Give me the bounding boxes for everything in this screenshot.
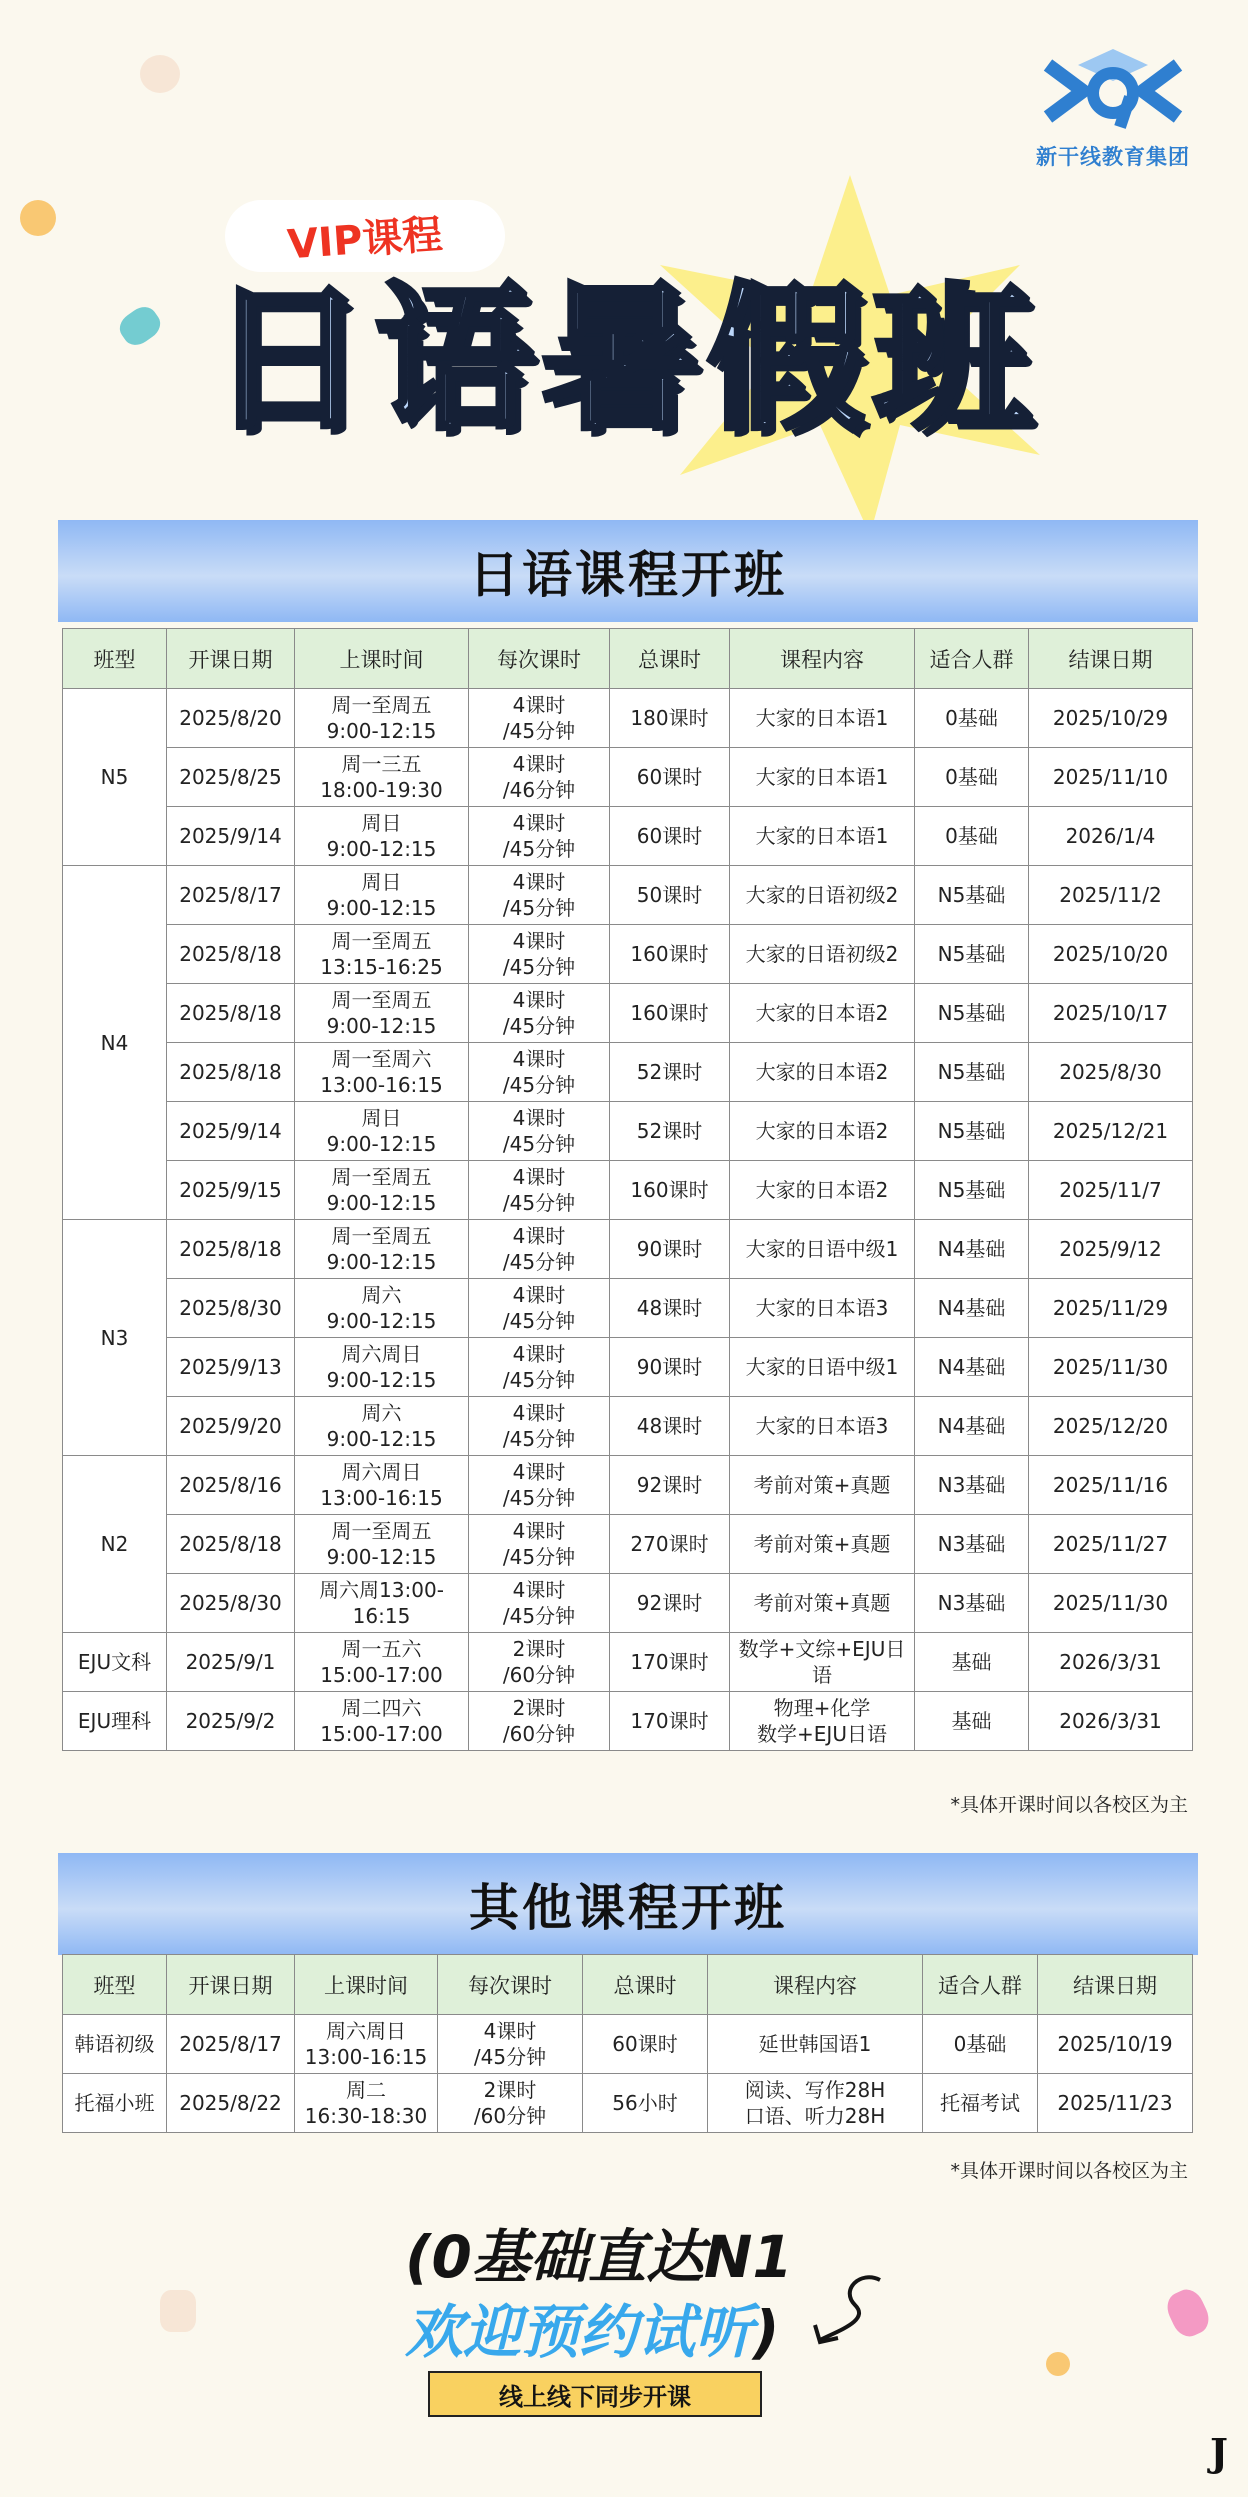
cta-subheadline — [405, 2285, 780, 2369]
class-time-cell: 周一至周五 9:00-12:15 — [295, 1161, 469, 1220]
column-header: 总课时 — [610, 629, 730, 689]
start-date-cell: 2025/8/20 — [167, 689, 295, 748]
course-content-cell: 大家的日本语1 — [730, 689, 915, 748]
table-row — [63, 1102, 1193, 1161]
end-date-cell: 2025/12/21 — [1029, 1102, 1193, 1161]
total-hours-cell: 92课时 — [610, 1574, 730, 1633]
target-audience-cell: 托福考试 — [923, 2074, 1038, 2133]
end-date-cell: 2026/3/31 — [1029, 1692, 1193, 1751]
curly-arrow-icon — [800, 2270, 890, 2350]
total-hours-cell: 170课时 — [610, 1692, 730, 1751]
target-audience-cell: 0基础 — [915, 689, 1029, 748]
course-content-cell: 数学+文综+EJU日语 — [730, 1633, 915, 1692]
table-row — [63, 807, 1193, 866]
class-time-cell: 周日 9:00-12:15 — [295, 866, 469, 925]
column-header: 结课日期 — [1038, 1955, 1193, 2015]
end-date-cell: 2025/12/20 — [1029, 1397, 1193, 1456]
course-content-cell: 大家的日本语2 — [730, 1102, 915, 1161]
course-content-cell: 大家的日本语2 — [730, 1043, 915, 1102]
brand-logo-text: 新干线教育集团 — [1036, 145, 1190, 169]
target-audience-cell: N3基础 — [915, 1574, 1029, 1633]
course-content-cell: 大家的日本语3 — [730, 1397, 915, 1456]
target-audience-cell: 0基础 — [915, 748, 1029, 807]
total-hours-cell: 90课时 — [610, 1220, 730, 1279]
cta-trial-text: 欢迎预约试听 — [405, 2298, 754, 2366]
class-time-cell: 周六周日 9:00-12:15 — [295, 1338, 469, 1397]
target-audience-cell: 基础 — [915, 1692, 1029, 1751]
vip-label: VIP课程 — [286, 211, 445, 268]
column-header: 上课时间 — [295, 629, 469, 689]
table-row — [63, 866, 1193, 925]
class-type-cell: N5 — [63, 689, 167, 866]
per-session-cell: 4课时 /45分钟 — [469, 1456, 610, 1515]
class-time-cell: 周日 9:00-12:15 — [295, 1102, 469, 1161]
end-date-cell: 2025/11/29 — [1029, 1279, 1193, 1338]
total-hours-cell: 270课时 — [610, 1515, 730, 1574]
section-title-other: 其他课程开班 — [58, 1853, 1198, 1955]
start-date-cell: 2025/9/13 — [167, 1338, 295, 1397]
table-row — [63, 748, 1193, 807]
per-session-cell: 4课时 /45分钟 — [469, 1279, 610, 1338]
course-content-cell: 考前对策+真题 — [730, 1574, 915, 1633]
end-date-cell: 2025/8/30 — [1029, 1043, 1193, 1102]
end-date-cell: 2025/11/10 — [1029, 748, 1193, 807]
total-hours-cell: 48课时 — [610, 1397, 730, 1456]
total-hours-cell: 52课时 — [610, 1102, 730, 1161]
course-content-cell: 阅读、写作28H 口语、听力28H — [708, 2074, 923, 2133]
table-row — [63, 1043, 1193, 1102]
target-audience-cell: N5基础 — [915, 1161, 1029, 1220]
column-header: 课程内容 — [730, 629, 915, 689]
table-header-row — [63, 1955, 1193, 2015]
class-type-cell: EJU理科 — [63, 1692, 167, 1751]
target-audience-cell: N5基础 — [915, 925, 1029, 984]
table-row — [63, 1220, 1193, 1279]
end-date-cell: 2025/10/17 — [1029, 984, 1193, 1043]
target-audience-cell: N5基础 — [915, 866, 1029, 925]
start-date-cell: 2025/9/20 — [167, 1397, 295, 1456]
total-hours-cell: 60课时 — [583, 2015, 708, 2074]
brand-logo-icon — [1038, 45, 1188, 137]
column-header: 总课时 — [583, 1955, 708, 2015]
total-hours-cell: 90课时 — [610, 1338, 730, 1397]
column-header: 适合人群 — [923, 1955, 1038, 2015]
page-title: 日语暑假班 — [209, 268, 1039, 452]
course-content-cell: 考前对策+真题 — [730, 1515, 915, 1574]
per-session-cell: 4课时 /45分钟 — [438, 2015, 583, 2074]
end-date-cell: 2025/11/30 — [1029, 1574, 1193, 1633]
target-audience-cell: N5基础 — [915, 984, 1029, 1043]
per-session-cell: 4课时 /45分钟 — [469, 984, 610, 1043]
column-header: 课程内容 — [708, 1955, 923, 2015]
start-date-cell: 2025/9/15 — [167, 1161, 295, 1220]
column-header: 班型 — [63, 629, 167, 689]
total-hours-cell: 160课时 — [610, 984, 730, 1043]
table-row — [63, 1574, 1193, 1633]
start-date-cell: 2025/9/2 — [167, 1692, 295, 1751]
class-time-cell: 周六周日 13:00-16:15 — [295, 1456, 469, 1515]
total-hours-cell: 160课时 — [610, 925, 730, 984]
japanese-course-table — [62, 628, 1193, 1751]
start-date-cell: 2025/8/25 — [167, 748, 295, 807]
table-row — [63, 1633, 1193, 1692]
course-content-cell: 大家的日本语1 — [730, 748, 915, 807]
class-type-cell: N3 — [63, 1220, 167, 1456]
start-date-cell: 2025/8/18 — [167, 1515, 295, 1574]
per-session-cell: 4课时 /45分钟 — [469, 1338, 610, 1397]
table-row — [63, 689, 1193, 748]
end-date-cell: 2025/11/7 — [1029, 1161, 1193, 1220]
class-time-cell: 周六 9:00-12:15 — [295, 1397, 469, 1456]
start-date-cell: 2025/8/18 — [167, 984, 295, 1043]
class-time-cell: 周六 9:00-12:15 — [295, 1279, 469, 1338]
per-session-cell: 4课时 /45分钟 — [469, 925, 610, 984]
table-row — [63, 1515, 1193, 1574]
class-time-cell: 周一三五 18:00-19:30 — [295, 748, 469, 807]
total-hours-cell: 60课时 — [610, 748, 730, 807]
confetti-dot — [1162, 2285, 1214, 2342]
start-date-cell: 2025/8/17 — [167, 2015, 295, 2074]
column-header: 开课日期 — [167, 1955, 295, 2015]
start-date-cell: 2025/8/18 — [167, 925, 295, 984]
confetti-dot — [160, 2290, 196, 2332]
per-session-cell: 2课时 /60分钟 — [469, 1633, 610, 1692]
per-session-cell: 2课时 /60分钟 — [469, 1692, 610, 1751]
per-session-cell: 4课时 /45分钟 — [469, 1397, 610, 1456]
per-session-cell: 4课时 /45分钟 — [469, 1043, 610, 1102]
section-title-japanese: 日语课程开班 — [58, 520, 1198, 622]
total-hours-cell: 170课时 — [610, 1633, 730, 1692]
target-audience-cell: N4基础 — [915, 1338, 1029, 1397]
end-date-cell: 2025/11/27 — [1029, 1515, 1193, 1574]
table-row — [63, 1456, 1193, 1515]
course-content-cell: 延世韩国语1 — [708, 2015, 923, 2074]
course-content-cell: 大家的日语中级1 — [730, 1220, 915, 1279]
start-date-cell: 2025/8/30 — [167, 1279, 295, 1338]
class-time-cell: 周一至周六 13:00-16:15 — [295, 1043, 469, 1102]
column-header: 上课时间 — [295, 1955, 438, 2015]
column-header: 每次课时 — [469, 629, 610, 689]
start-date-cell: 2025/9/14 — [167, 807, 295, 866]
class-type-cell: N2 — [63, 1456, 167, 1633]
end-date-cell: 2025/10/19 — [1038, 2015, 1193, 2074]
total-hours-cell: 50课时 — [610, 866, 730, 925]
end-date-cell: 2025/11/2 — [1029, 866, 1193, 925]
table-row — [63, 2015, 1193, 2074]
per-session-cell: 2课时 /60分钟 — [438, 2074, 583, 2133]
total-hours-cell: 52课时 — [610, 1043, 730, 1102]
per-session-cell: 4课时 /45分钟 — [469, 1161, 610, 1220]
schedule-note: *具体开课时间以各校区为主 — [950, 1794, 1188, 1816]
table-row — [63, 1279, 1193, 1338]
total-hours-cell: 180课时 — [610, 689, 730, 748]
class-time-cell: 周一至周五 9:00-12:15 — [295, 1515, 469, 1574]
online-offline-badge: 线上线下同步开课 — [428, 2371, 762, 2417]
table-row — [63, 1397, 1193, 1456]
end-date-cell: 2025/9/12 — [1029, 1220, 1193, 1279]
course-content-cell: 大家的日本语2 — [730, 984, 915, 1043]
course-content-cell: 大家的日本语1 — [730, 807, 915, 866]
start-date-cell: 2025/8/18 — [167, 1220, 295, 1279]
per-session-cell: 4课时 /45分钟 — [469, 807, 610, 866]
total-hours-cell: 48课时 — [610, 1279, 730, 1338]
course-content-cell: 大家的日语初级2 — [730, 925, 915, 984]
table-row — [63, 925, 1193, 984]
end-date-cell: 2026/1/4 — [1029, 807, 1193, 866]
target-audience-cell: N4基础 — [915, 1397, 1029, 1456]
per-session-cell: 4课时 /46分钟 — [469, 748, 610, 807]
target-audience-cell: 0基础 — [923, 2015, 1038, 2074]
class-time-cell: 周一至周五 13:15-16:25 — [295, 925, 469, 984]
per-session-cell: 4课时 /45分钟 — [469, 1102, 610, 1161]
end-date-cell: 2026/3/31 — [1029, 1633, 1193, 1692]
confetti-dot — [20, 200, 56, 236]
course-content-cell: 大家的日语初级2 — [730, 866, 915, 925]
target-audience-cell: N4基础 — [915, 1220, 1029, 1279]
table-row — [63, 1692, 1193, 1751]
corner-brand-mark-icon: J — [1210, 2430, 1228, 2475]
course-content-cell: 物理+化学 数学+EJU日语 — [730, 1692, 915, 1751]
target-audience-cell: N5基础 — [915, 1102, 1029, 1161]
start-date-cell: 2025/8/22 — [167, 2074, 295, 2133]
class-type-cell: EJU文科 — [63, 1633, 167, 1692]
class-time-cell: 周六周13:00- 16:15 — [295, 1574, 469, 1633]
schedule-note: *具体开课时间以各校区为主 — [950, 2160, 1188, 2182]
course-content-cell: 大家的日语中级1 — [730, 1338, 915, 1397]
end-date-cell: 2025/10/29 — [1029, 689, 1193, 748]
cta-headline: (0基础直达N1 — [405, 2223, 793, 2291]
column-header: 适合人群 — [915, 629, 1029, 689]
per-session-cell: 4课时 /45分钟 — [469, 1515, 610, 1574]
start-date-cell: 2025/8/30 — [167, 1574, 295, 1633]
total-hours-cell: 56小时 — [583, 2074, 708, 2133]
column-header: 每次课时 — [438, 1955, 583, 2015]
start-date-cell: 2025/8/16 — [167, 1456, 295, 1515]
vip-badge — [225, 200, 505, 272]
total-hours-cell: 60课时 — [610, 807, 730, 866]
start-date-cell: 2025/8/17 — [167, 866, 295, 925]
class-time-cell: 周日 9:00-12:15 — [295, 807, 469, 866]
course-content-cell: 大家的日本语2 — [730, 1161, 915, 1220]
target-audience-cell: 0基础 — [915, 807, 1029, 866]
class-type-cell: 韩语初级 — [63, 2015, 167, 2074]
confetti-dot — [140, 55, 180, 93]
total-hours-cell: 92课时 — [610, 1456, 730, 1515]
column-header: 班型 — [63, 1955, 167, 2015]
brand-logo — [1018, 45, 1208, 171]
per-session-cell: 4课时 /45分钟 — [469, 1220, 610, 1279]
column-header: 结课日期 — [1029, 629, 1193, 689]
target-audience-cell: N4基础 — [915, 1279, 1029, 1338]
course-content-cell: 大家的日本语3 — [730, 1279, 915, 1338]
table-header-row — [63, 629, 1193, 689]
class-time-cell: 周一至周五 9:00-12:15 — [295, 689, 469, 748]
confetti-dot — [1046, 2352, 1070, 2376]
end-date-cell: 2025/11/30 — [1029, 1338, 1193, 1397]
class-type-cell: 托福小班 — [63, 2074, 167, 2133]
table-row — [63, 1161, 1193, 1220]
course-content-cell: 考前对策+真题 — [730, 1456, 915, 1515]
class-time-cell: 周一至周五 9:00-12:15 — [295, 984, 469, 1043]
target-audience-cell: N5基础 — [915, 1043, 1029, 1102]
class-type-cell: N4 — [63, 866, 167, 1220]
start-date-cell: 2025/9/1 — [167, 1633, 295, 1692]
start-date-cell: 2025/9/14 — [167, 1102, 295, 1161]
total-hours-cell: 160课时 — [610, 1161, 730, 1220]
per-session-cell: 4课时 /45分钟 — [469, 866, 610, 925]
table-row — [63, 984, 1193, 1043]
target-audience-cell: N3基础 — [915, 1456, 1029, 1515]
per-session-cell: 4课时 /45分钟 — [469, 1574, 610, 1633]
column-header: 开课日期 — [167, 629, 295, 689]
class-time-cell: 周一至周五 9:00-12:15 — [295, 1220, 469, 1279]
start-date-cell: 2025/8/18 — [167, 1043, 295, 1102]
target-audience-cell: 基础 — [915, 1633, 1029, 1692]
class-time-cell: 周六周日 13:00-16:15 — [295, 2015, 438, 2074]
other-course-table — [62, 1954, 1193, 2133]
end-date-cell: 2025/11/23 — [1038, 2074, 1193, 2133]
table-row — [63, 1338, 1193, 1397]
table-row — [63, 2074, 1193, 2133]
per-session-cell: 4课时 /45分钟 — [469, 689, 610, 748]
class-time-cell: 周二 16:30-18:30 — [295, 2074, 438, 2133]
cta-paren: ) — [753, 2298, 780, 2366]
class-time-cell: 周一五六 15:00-17:00 — [295, 1633, 469, 1692]
target-audience-cell: N3基础 — [915, 1515, 1029, 1574]
end-date-cell: 2025/11/16 — [1029, 1456, 1193, 1515]
end-date-cell: 2025/10/20 — [1029, 925, 1193, 984]
class-time-cell: 周二四六 15:00-17:00 — [295, 1692, 469, 1751]
